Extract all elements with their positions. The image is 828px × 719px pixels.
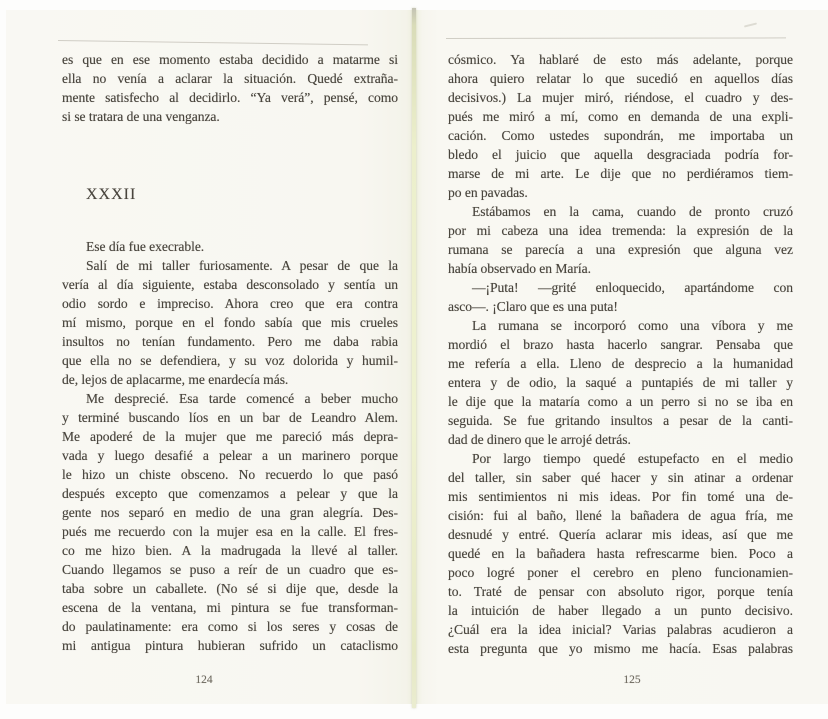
text-line: quedé en la bañadera hasta refrescarme bien. Poco a [448, 546, 793, 561]
text-line: entera y de odio, la saqué a puntapiés de mi taller y [448, 375, 793, 390]
left-page [6, 10, 414, 704]
text-line: después excepto que comenzamos a pelear y que la [62, 486, 398, 501]
text-line: seguida. Se fue gritando insultos a pesar de la canti- [448, 413, 793, 428]
text-line: Ese día fue execrable. [86, 239, 205, 254]
text-line: que ella no se defendiera, y su voz dolorida y humil- [62, 353, 398, 368]
text-line: La rumana se incorporó como una víbora y me [472, 318, 793, 333]
text-line: po en pavadas. [448, 185, 528, 200]
text-line: poco logré poner el cerebro en pleno funcionamien- [448, 565, 793, 580]
text-line: le hizo un chiste obsceno. No recuerdo lo que pasó [62, 467, 398, 482]
text-line: asco—. ¡Claro que es una puta! [448, 299, 618, 314]
text-line: si se tratara de una venganza. [62, 109, 220, 124]
text-line: del taller, sin saber qué hacer y sin atinar a ordenar [448, 470, 793, 485]
text-line: decisivos.) La mujer miró, riéndose, el cuadro y des- [448, 90, 793, 105]
text-line: pués me recuerdo con la mujer esa en la calle. El fres- [62, 524, 398, 539]
text-line: Me apoderé de la mujer que me pareció más depra- [62, 429, 398, 444]
left-page-text-column [62, 50, 398, 655]
text-line: Estábamos en la cama, cuando de pronto cruzó [472, 204, 793, 219]
text-line: vería al día siguiente, estaba desconsolado y sentía un [62, 277, 398, 292]
text-line: mis sentimientos ni mis ideas. Por fin tomé una de- [448, 489, 793, 504]
text-line: ¿Cuál era la idea inicial? Varias palabras acudieron a [448, 622, 793, 637]
text-line: mi antigua pintura hubieran sufrido un cataclismo [62, 638, 398, 653]
text-line: do paulatinamente: era como si los seres y cosas de [62, 619, 398, 634]
text-line: rumana se parecía a una expresión que alguna vez [448, 242, 793, 257]
text-line: Me desprecié. Esa tarde comencé a beber mucho [86, 391, 398, 406]
text-line: Salí de mi taller furiosamente. A pesar de que la [86, 258, 398, 273]
text-line: mí mismo, porque en el fondo sabía que mis crueles [62, 315, 398, 330]
text-line: es que en ese momento estaba decidido a matarme si [62, 52, 398, 67]
text-line: co me hizo bien. A la madrugada la llevé al taller. [62, 543, 398, 558]
text-line: insultos no tenían fundamento. Pero me daba rabia [62, 334, 398, 349]
page-gutter-fold [412, 8, 416, 708]
text-line: ella no venía a aclarar la situación. Quedé extraña- [62, 71, 398, 86]
right-page-number: 125 [623, 674, 641, 686]
text-line: cisión: fui al baño, llené la bañadera de agua fría, me [448, 508, 793, 523]
text-line: to. Traté de pensar con absoluto rigor, porque tenía [448, 584, 793, 599]
text-line: me refería a ella. Lleno de desprecio a la humanidad [448, 356, 793, 371]
text-line: dad de dinero que le arrojé detrás. [448, 432, 631, 447]
text-line: ahora quiero relatar lo que sucedió en aquellos días [448, 71, 793, 86]
text-line: cación. Como ustedes supondrán, me importaba un [448, 128, 793, 143]
text-line: mordió el brazo hasta hacerlo sangrar. Pensaba que [448, 337, 793, 352]
text-line: bledo el juicio que aquella desgraciada podría for- [448, 147, 793, 162]
text-line: marse de mi arte. Le dije que no perdiéramos tiem- [448, 166, 793, 181]
text-line: Cuando llegamos se puso a reír de un cuadro que es- [62, 562, 398, 577]
text-line: Por largo tiempo quedé estupefacto en el medio [472, 451, 793, 466]
text-line: por mi cabeza una idea tremenda: la expresión de la [448, 223, 793, 238]
text-line: pués me miró a mí, como en demanda de una expli- [448, 109, 793, 124]
right-page [414, 10, 828, 704]
text-line: cósmico. Ya hablaré de esto más adelante, porque [448, 52, 793, 67]
text-line: de, lejos de aplacarme, me enardecía más. [62, 372, 289, 387]
left-page-number: 124 [195, 674, 213, 686]
text-line: escena de la ventana, mi pintura se fue transforman- [62, 600, 398, 615]
text-line: desnudé y entré. Quería aclarar mis ideas, así que me [448, 527, 793, 542]
text-line: había observado en María. [448, 261, 591, 276]
chapter-heading: XXXII [86, 186, 137, 203]
text-line: gente nos separó en medio de una gran alegría. Des- [62, 505, 398, 520]
right-page-text-column [448, 50, 793, 658]
text-line: esta pregunta que yo mismo me hacía. Esas palabras [448, 641, 793, 656]
text-line: vada y luego desafié a pelear a un marinero porque [62, 448, 398, 463]
text-line: le dije que la mataría como a un perro si no se iba en [448, 394, 793, 409]
text-line: taba sobre un caballete. (No sé si dije que, desde la [62, 581, 398, 596]
text-line: odio sordo e impreciso. Ahora creo que era contra [62, 296, 398, 311]
text-line: la intuición de haber llegado a un punto decisivo. [448, 603, 793, 618]
text-line: y terminé buscando líos en un bar de Leandro Alem. [62, 410, 398, 425]
text-line: mente satisfecho al decidirlo. “Ya verá”, pensé, como [62, 90, 398, 105]
text-line: —¡Puta! —grité enloquecido, apartándome con [472, 280, 793, 295]
